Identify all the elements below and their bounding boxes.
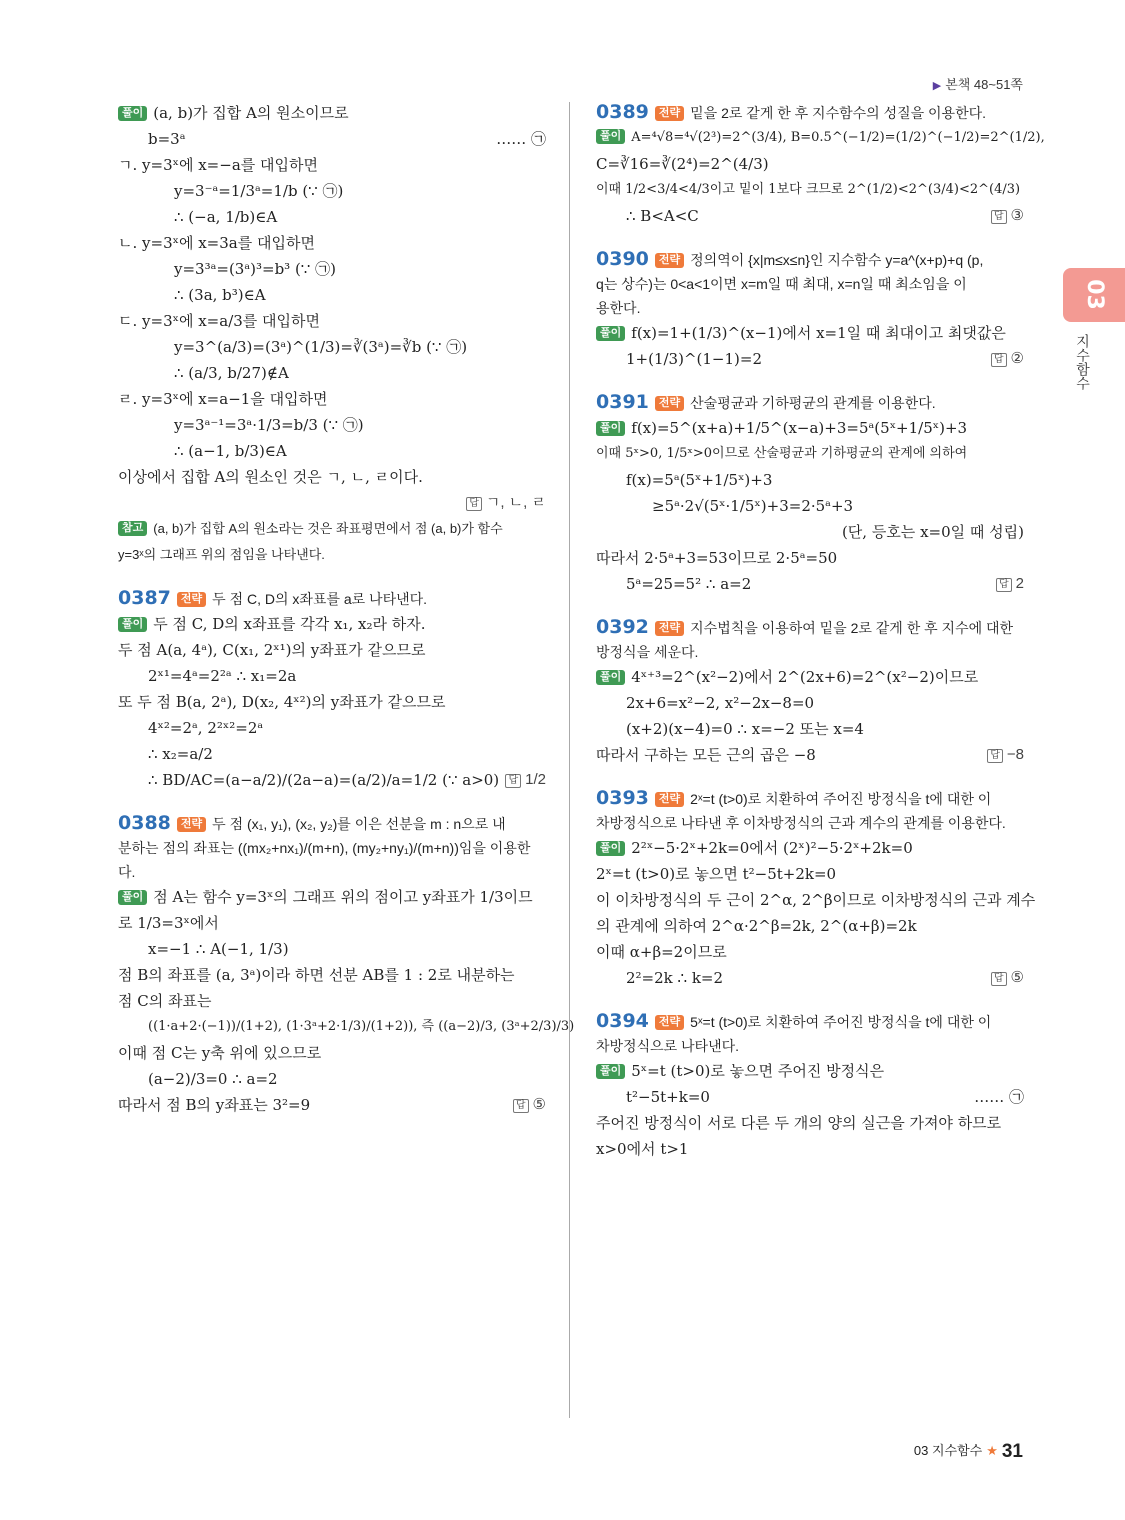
strategy-line: 분하는 점의 좌표는 ((mx₂+nx₁)/(m+n), (my₂+ny₁)/(m+n))임을 이용한다. <box>118 840 531 880</box>
solution-line: 두 점 A(a, 4ᵃ), C(x₁, 2ˣ¹)의 y좌표가 같으므로 <box>118 641 426 659</box>
equation-line: b=3ᵃ …… ㉠ <box>118 126 546 152</box>
solution-line: 이때 1/2<3/4<4/3이고 밑이 1보다 크므로 2^(1/2)<2^(3/4)<2^(4/3) <box>596 182 1021 197</box>
equation-line: ∴ (3a, b³)∈A <box>174 286 266 304</box>
answer: 답 2 <box>996 571 1024 597</box>
answer: 답 −8 <box>987 742 1024 768</box>
solution-line: 풀이 2²ˣ−5·2ˣ+2k=0에서 (2ˣ)²−5·2ˣ+2k=0 <box>596 835 1024 861</box>
equation-tag: …… ㉠ <box>496 130 546 148</box>
solution-badge: 풀이 <box>596 841 625 856</box>
problem-0392-header: 0392 전략 지수법칙을 이용하여 밑을 2로 같게 한 후 지수에 대한 <box>596 616 1014 638</box>
solution-badge: 풀이 <box>596 129 625 144</box>
solution-line: 따라서 점 B의 y좌표는 3²=9 답 ⑤ <box>118 1092 546 1118</box>
solution-line: 풀이 4ˣ⁺³=2^(x²−2)에서 2^(2x+6)=2^(x²−2)이므로 <box>596 664 1024 690</box>
page-footer: 03 지수함수 ★ 31 <box>913 1441 1023 1462</box>
solution-line: ㄱ. y=3ˣ에 x=−a를 대입하면 <box>118 156 318 174</box>
equation-line: y=3³ᵃ=(3ᵃ)³=b³ (∵ ㉠) <box>174 260 336 278</box>
answer: 답 ③ <box>991 203 1024 229</box>
problem-0391-header: 0391 전략 산술평균과 기하평균의 관계를 이용한다. <box>596 391 936 413</box>
answer-icon: 답 <box>987 749 1003 763</box>
equation-line: ≥5ᵃ·2√(5ˣ·1/5ˣ)+3=2·5ᵃ+3 <box>652 497 854 515</box>
solution-line: 따라서 2·5ᵃ+3=53이므로 2·5ᵃ=50 <box>596 549 838 567</box>
equation-line: 4ˣ²=2ᵃ, 2²ˣ²=2ᵃ <box>148 719 264 737</box>
solution-line: 이때 점 C는 y축 위에 있으므로 <box>118 1044 322 1062</box>
solution-line: 2ˣ=t (t>0)로 놓으면 t²−5t+2k=0 <box>596 865 837 883</box>
note-line: y=3ˣ의 그래프 위의 점임을 나타낸다. <box>118 547 325 562</box>
strategy-line: 방정식을 세운다. <box>596 644 699 660</box>
equation-line: ∴ x₂=a/2 <box>148 745 213 763</box>
solution-line: 로 1/3=3ˣ에서 <box>118 914 219 932</box>
equation-line: 5ᵃ=25=5² ∴ a=2 답 2 <box>596 571 1024 597</box>
equation-line: x=−1 ∴ A(−1, 1/3) <box>148 940 289 958</box>
equation-line: C=∛16=∛(2⁴)=2^(4/3) <box>596 155 769 173</box>
answer-icon: 답 <box>505 774 521 788</box>
problem-number: 0391 <box>596 391 649 413</box>
solution-badge: 풀이 <box>118 106 147 121</box>
note-line: 참고 (a, b)가 집합 A의 원소라는 것은 좌표평면에서 점 (a, b)가 함수 <box>118 516 546 542</box>
equation-line: 2ˣ¹=4ᵃ=2²ᵃ ∴ x₁=2a <box>148 667 297 685</box>
solution-line: 이 이차방정식의 두 근이 2^α, 2^β이므로 이차방정식의 근과 계수 <box>596 891 1036 909</box>
solution-line: 풀이 두 점 C, D의 x좌표를 각각 x₁, x₂라 하자. <box>118 611 546 637</box>
equation-line: ∴ BD/AC=(a−a/2)/(2a−a)=(a/2)/a=1/2 (∵ a>0) 답 1/2 <box>118 767 546 793</box>
equation-line: (x+2)(x−4)=0 ∴ x=−2 또는 x=4 <box>626 720 864 738</box>
problem-number: 0392 <box>596 616 649 638</box>
solution-line: 또 두 점 B(a, 2ᵃ), D(x₂, 4ˣ²)의 y좌표가 같으므로 <box>118 693 446 711</box>
chapter-tab: 03 <box>1063 268 1125 322</box>
equation-line: ∴ (a/3, b/27)∉A <box>174 364 289 382</box>
strategy-badge: 전략 <box>655 621 684 636</box>
solution-badge: 풀이 <box>596 1064 625 1079</box>
solution-line: 이때 5ˣ>0, 1/5ˣ>0이므로 산술평균과 기하평균의 관계에 의하여 <box>596 446 968 461</box>
solution-badge: 풀이 <box>118 617 147 632</box>
equation-tag: …… ㉠ <box>974 1088 1024 1106</box>
solution-line: 풀이 (a, b)가 집합 A의 원소이므로 <box>118 100 546 126</box>
solution-line: 점 C의 좌표는 <box>118 992 212 1010</box>
problem-number: 0390 <box>596 248 649 270</box>
strategy-line: q는 상수)는 0<a<1이면 x=m일 때 최대, x=n일 때 최소임을 이 <box>596 276 967 292</box>
strategy-badge: 전략 <box>655 106 684 121</box>
solution-line: ㄷ. y=3ˣ에 x=a/3를 대입하면 <box>118 312 321 330</box>
equation-line: y=3^(a/3)=(3ᵃ)^(1/3)=∛(3ᵃ)=∛b (∵ ㉠) <box>174 338 468 356</box>
equation-line: 2²=2k ∴ k=2 답 ⑤ <box>596 965 1024 991</box>
star-icon: ★ <box>986 1443 998 1458</box>
answer: 답 ② <box>991 346 1024 372</box>
equation-line: ∴ (a−1, b/3)∈A <box>174 442 287 460</box>
strategy-line: 차방정식으로 나타낸 후 이차방정식의 근과 계수의 관계를 이용한다. <box>596 815 1006 831</box>
chapter-title-vertical: 지수함수 <box>1075 334 1091 390</box>
right-column <box>596 100 1045 1162</box>
answer-icon: 답 <box>996 578 1012 592</box>
textbook-reference: ▶ 본책 48~51쪽 <box>932 77 1023 92</box>
equation-line: (a−2)/3=0 ∴ a=2 <box>148 1070 278 1088</box>
equation-line: t²−5t+k=0 …… ㉠ <box>596 1084 1024 1110</box>
answer: 답 ⑤ <box>513 1092 546 1118</box>
answer: 답 1/2 <box>505 767 546 793</box>
solution-badge: 풀이 <box>118 890 147 905</box>
strategy-line: 용한다. <box>596 300 641 316</box>
column-divider <box>569 102 570 1418</box>
strategy-badge: 전략 <box>655 1015 684 1030</box>
problem-number: 0387 <box>118 587 171 609</box>
solution-line: 풀이 점 A는 함수 y=3ˣ의 그래프 위의 점이고 y좌표가 1/3이므 <box>118 884 546 910</box>
strategy-badge: 전략 <box>177 592 206 607</box>
solution-badge: 풀이 <box>596 670 625 685</box>
answer-icon: 답 <box>466 497 482 511</box>
answer-line <box>118 490 546 516</box>
problem-0387-header: 0387 전략 두 점 C, D의 x좌표를 a로 나타낸다. <box>118 587 428 609</box>
solution-line: ㄴ. y=3ˣ에 x=3a를 대입하면 <box>118 234 315 252</box>
solution-line: 풀이 f(x)=5^(x+a)+1/5^(x−a)+3=5ᵃ(5ˣ+1/5ˣ)+3 <box>596 415 1024 441</box>
strategy-line: 차방정식으로 나타낸다. <box>596 1038 740 1054</box>
solution-line: x>0에서 t>1 <box>596 1140 689 1158</box>
solution-line: 점 B의 좌표를 (a, 3ᵃ)이라 하면 선분 AB를 1 : 2로 내분하는 <box>118 966 515 984</box>
problem-0394-header: 0394 전략 5ˣ=t (t>0)로 치환하여 주어진 방정식을 t에 대한 이 <box>596 1010 992 1032</box>
condition-note: (단, 등호는 x=0일 때 성립) <box>841 523 1024 541</box>
problem-number: 0389 <box>596 101 649 123</box>
solution-line: 이상에서 집합 A의 원소인 것은 ㄱ, ㄴ, ㄹ이다. <box>118 468 423 486</box>
answer-icon: 답 <box>991 353 1007 367</box>
answer-icon: 답 <box>991 972 1007 986</box>
problem-number: 0388 <box>118 812 171 834</box>
equation-line: y=3ᵃ⁻¹=3ᵃ·1/3=b/3 (∵ ㉠) <box>174 416 364 434</box>
strategy-badge: 전략 <box>177 817 206 832</box>
strategy-badge: 전략 <box>655 396 684 411</box>
problem-number: 0393 <box>596 787 649 809</box>
problem-0389-header: 0389 전략 밑을 2로 같게 한 후 지수함수의 성질을 이용한다. <box>596 101 987 123</box>
equation-line: f(x)=5ᵃ(5ˣ+1/5ˣ)+3 <box>626 471 773 489</box>
solution-line: 따라서 구하는 모든 근의 곱은 −8 답 −8 <box>596 742 1024 768</box>
solution-line: 풀이 A=⁴√8=⁴√(2³)=2^(3/4), B=0.5^(−1/2)=(1/2)^(−1/2)=2^(1/2), <box>596 125 1024 151</box>
problem-0393-header: 0393 전략 2ˣ=t (t>0)로 치환하여 주어진 방정식을 t에 대한 이 <box>596 787 992 809</box>
left-column <box>118 100 575 1118</box>
problem-0390-header: 0390 전략 정의역이 {x|m≤x≤n}인 지수함수 y=a^(x+p)+q (p, <box>596 248 984 270</box>
solution-badge: 풀이 <box>596 326 625 341</box>
answer: 답 ⑤ <box>991 965 1024 991</box>
equation-line: 2x+6=x²−2, x²−2x−8=0 <box>626 694 815 712</box>
solution-line: ㄹ. y=3ˣ에 x=a−1을 대입하면 <box>118 390 328 408</box>
answer-icon: 답 <box>991 210 1007 224</box>
solution-badge: 풀이 <box>596 421 625 436</box>
answer: 답 ㄱ, ㄴ, ㄹ <box>466 490 546 516</box>
solution-line: 주어진 방정식이 서로 다른 두 개의 양의 실근을 가져야 하므로 <box>596 1114 1002 1132</box>
equation-line: ((1·a+2·(−1))/(1+2), (1·3ᵃ+2·1/3)/(1+2)), 즉 ((a−2)/3, (3ᵃ+2/3)/3) <box>148 1019 575 1034</box>
page-number: 31 <box>1001 1441 1023 1462</box>
answer-icon: 답 <box>513 1099 529 1113</box>
equation-line: ∴ (−a, 1/b)∈A <box>174 208 278 226</box>
strategy-badge: 전략 <box>655 792 684 807</box>
triangle-icon: ▶ <box>932 80 942 92</box>
solution-line: 풀이 5ˣ=t (t>0)로 놓으면 주어진 방정식은 <box>596 1058 1024 1084</box>
problem-number: 0394 <box>596 1010 649 1032</box>
solution-line: 이때 α+β=2이므로 <box>596 943 727 961</box>
equation-line: 1+(1/3)^(1−1)=2 답 ② <box>596 346 1024 372</box>
equation-line <box>596 519 1024 545</box>
strategy-badge: 전략 <box>655 253 684 268</box>
equation-line: ∴ B<A<C 답 ③ <box>596 203 1024 229</box>
solution-line: 의 관계에 의하여 2^α·2^β=2k, 2^(α+β)=2k <box>596 917 917 935</box>
problem-0388-header: 0388 전략 두 점 (x₁, y₁), (x₂, y₂)를 이은 선분을 m : n으로 내 <box>118 812 506 834</box>
solution-line: 풀이 f(x)=1+(1/3)^(x−1)에서 x=1일 때 최대이고 최댓값은 <box>596 320 1024 346</box>
equation-line: y=3⁻ᵃ=1/3ᵃ=1/b (∵ ㉠) <box>174 182 344 200</box>
note-badge: 참고 <box>118 521 147 536</box>
